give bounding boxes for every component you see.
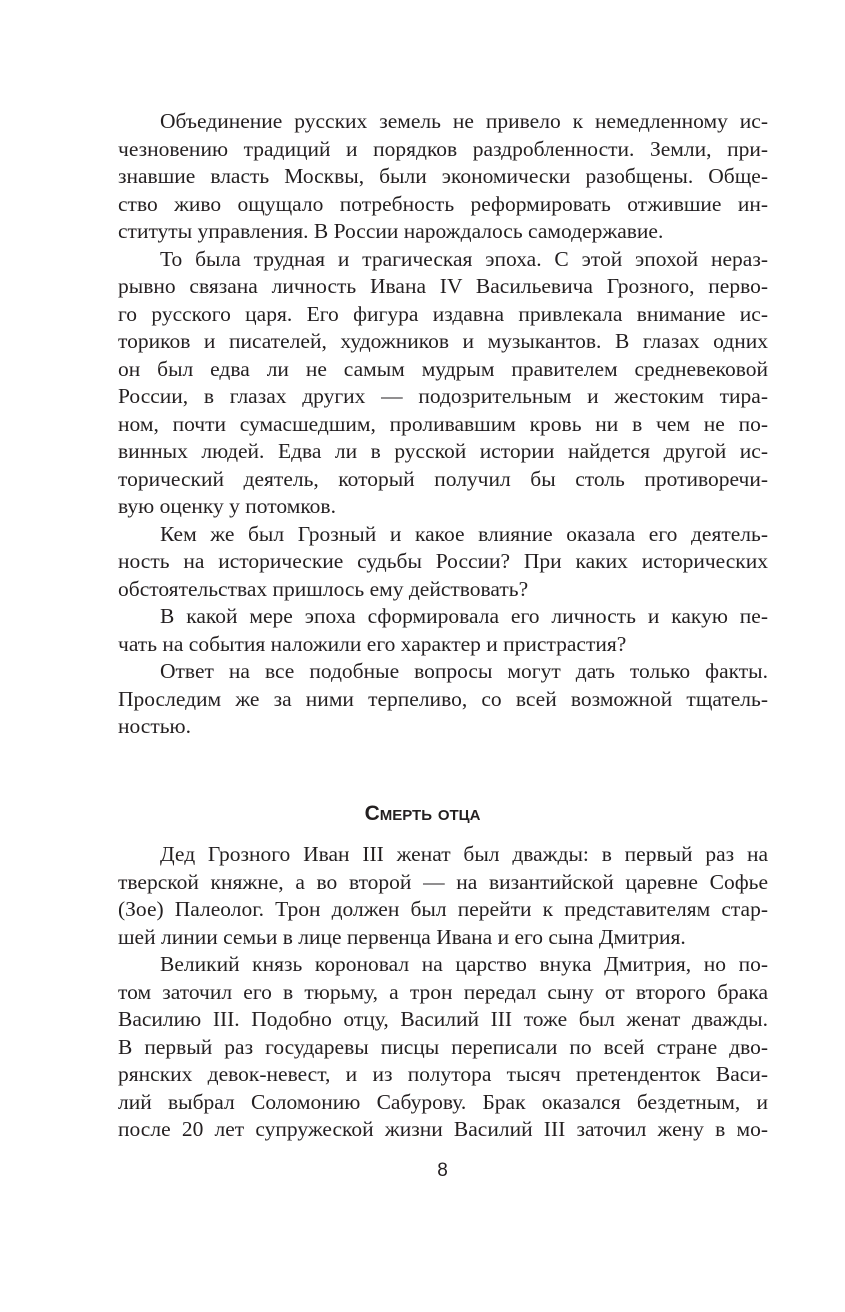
text-line: вую оценку у потомков. bbox=[118, 494, 336, 518]
text-line: лий выбрал Соломонию Сабурову. Брак оказался бездетным, и bbox=[118, 1089, 768, 1114]
section-text-father-death bbox=[118, 841, 768, 1144]
section-heading: Смерть отца bbox=[364, 802, 481, 825]
text-line: ториков и писателей, художников и музыкантов. В глазах одних bbox=[118, 329, 768, 353]
text-line: знавшие власть Москвы, были экономически разобщены. Обще- bbox=[118, 164, 768, 188]
paragraph bbox=[118, 246, 768, 521]
text-line: чезновению традиций и порядков раздробленности. Земли, при- bbox=[118, 136, 768, 161]
paragraph bbox=[118, 658, 768, 741]
text-line: (Зое) Палеолог. Трон должен был перейти к представителям стар- bbox=[118, 897, 768, 921]
text-line: рянских девок-невест, и из полутора тысяч претенденток Васи- bbox=[118, 1062, 768, 1086]
text-line: тверской княжне, а во второй — на византийской царевне Софье bbox=[118, 869, 768, 894]
text-line: обстоятельствах пришлось ему действовать? bbox=[118, 576, 529, 601]
text-line: го русского царя. Его фигура издавна привлекала внимание ис- bbox=[118, 301, 768, 326]
text-line: В первый раз государевы писцы переписали по всей стране дво- bbox=[118, 1034, 768, 1059]
text-line: Дед Грозного Иван III женат был дважды: в первый раз на bbox=[160, 842, 768, 866]
text-line: рывно связана личность Ивана IV Васильевича Грозного, перво- bbox=[118, 274, 768, 298]
text-line: В какой мере эпоха сформировала его личность и какую пе- bbox=[160, 604, 768, 628]
paragraph bbox=[118, 951, 768, 1144]
text-line: том заточил его в тюрьму, а трон передал сыну от второго брака bbox=[118, 979, 768, 1004]
text-line: Ответ на все подобные вопросы могут дать только факты. bbox=[160, 659, 768, 683]
text-line: Объединение русских земель не привело к немедленному ис- bbox=[160, 109, 768, 133]
paragraph bbox=[118, 603, 768, 658]
text-line: Великий князь короновал на царство внука Дмитрия, но по- bbox=[160, 952, 768, 976]
text-line: ституты управления. В России нарождалось самодержавие. bbox=[118, 219, 664, 243]
section-text-intro bbox=[118, 108, 768, 741]
text-line: шей линии семьи в лице первенца Ивана и его сына Дмитрия. bbox=[118, 924, 686, 949]
paragraph bbox=[118, 521, 768, 604]
text-line: ство живо ощущало потребность реформировать отжившие ин- bbox=[118, 191, 768, 216]
text-line: России, в глазах других — подозрительным и жестоким тира- bbox=[118, 384, 768, 408]
text-line: Василию III. Подобно отцу, Василий III тоже был женат дважды. bbox=[118, 1007, 768, 1031]
text-line: ном, почти сумасшедшим, проливавшим кровь ни в чем не по- bbox=[118, 411, 768, 436]
paragraph bbox=[118, 108, 768, 246]
text-line: ностью. bbox=[118, 714, 191, 738]
text-line: Проследим же за ними терпеливо, со всей возможной тщатель- bbox=[118, 686, 768, 711]
text-line: То была трудная и трагическая эпоха. С этой эпохой нераз- bbox=[160, 246, 768, 271]
paragraph bbox=[118, 841, 768, 951]
text-line: он был едва ли не самым мудрым правителем средневековой bbox=[118, 356, 768, 381]
text-line: Кем же был Грозный и какое влияние оказала его деятель- bbox=[160, 521, 768, 546]
text-line: ность на исторические судьбы России? При каких исторических bbox=[118, 549, 768, 573]
text-line: после 20 лет супружеской жизни Василий III заточил жену в мо- bbox=[118, 1117, 768, 1141]
text-line: торический деятель, который получил бы столь противоречи- bbox=[118, 466, 768, 491]
page-number: 8 bbox=[437, 1160, 448, 1181]
text-line: винных людей. Едва ли в русской истории найдется другой ис- bbox=[118, 439, 768, 463]
text-line: чать на события наложили его характер и пристрастия? bbox=[118, 631, 627, 656]
